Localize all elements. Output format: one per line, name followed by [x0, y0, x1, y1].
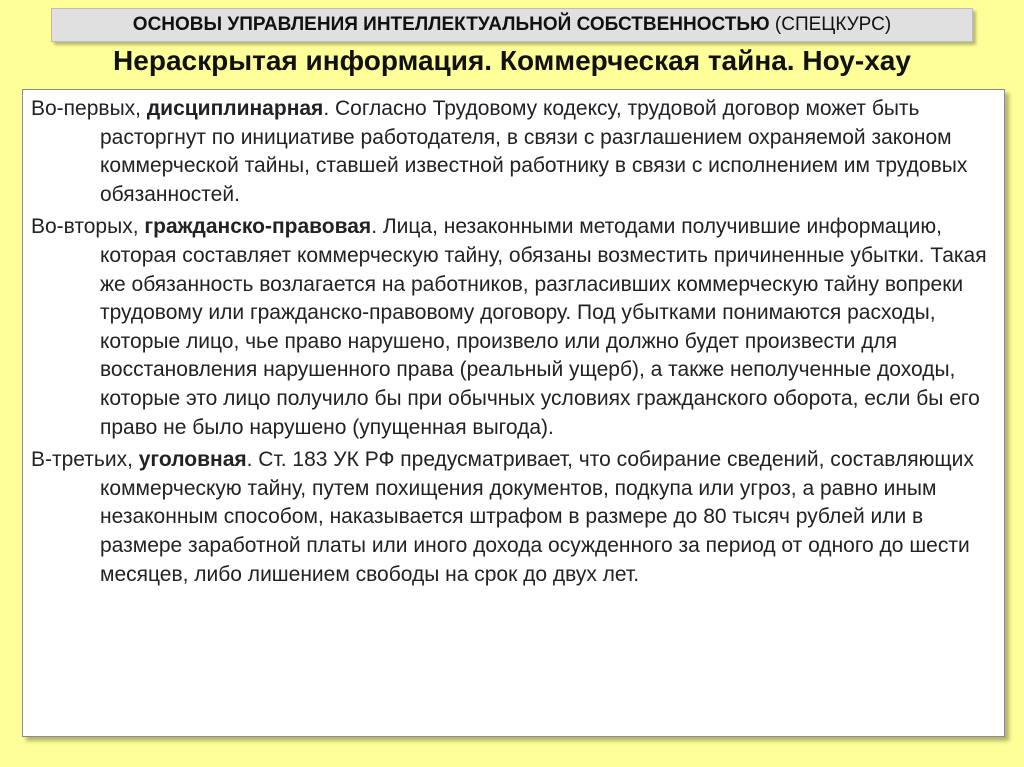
paragraph-disciplinary — [31, 95, 990, 209]
paragraph-keyword: уголовная — [138, 448, 247, 472]
course-title: ОСНОВЫ УПРАВЛЕНИЯ ИНТЕЛЛЕКТУАЛЬНОЙ СОБСТВЕННОСТЬЮ — [132, 14, 770, 35]
course-header — [51, 8, 973, 42]
paragraph-civil — [31, 213, 990, 442]
paragraph-keyword: дисциплинарная — [146, 97, 324, 120]
paragraph-criminal — [31, 446, 990, 589]
paragraph-text: . Согласно Трудовому кодексу, трудовой договор может быть расторгнут по инициативе работодателя, в связи с разглашением охраняемой законом коммерческой тайны, ставшей известной работнику в связи с исполнением им трудовых обязанностей. — [100, 97, 968, 206]
paragraph-text: . Ст. 183 УК РФ предусматривает, что собирание сведений, составляющих коммерческую тайну, путем похищения документов, подкупа или угроз, а равно иным незаконным способом, наказывается штрафом в размере до 80 тысяч рублей или в размере заработной платы или иного дохода осужденного за период от одного до шести месяцев, либо лишением свободы на срок до двух лет. — [100, 448, 974, 586]
course-subtitle: (СПЕЦКУРС) — [774, 14, 892, 35]
paragraph-lead: Во-первых, — [31, 97, 147, 120]
paragraph-lead: В-третьих, — [31, 448, 139, 472]
paragraph-text: . Лица, незаконными методами получившие информацию, которая составляет коммерческую тайну, обязаны возместить причиненные убытки. Такая же обязанность возлагается на работников, разгласивших коммерческую тайну вопреки трудовому или гражданско-правовому договору. Под убытками понимаются расходы, которые лицо, чье право нарушено, произвело или должно будет произвести для восстановления нарушенного права (реальный ущерб), а также неполученные доходы, которые это лицо получило бы при обычных условиях гражданского оборота, если бы его право не было нарушено (упущенная выгода). — [100, 215, 987, 439]
content-box — [22, 89, 1005, 737]
paragraph-lead: Во-вторых, — [31, 215, 145, 239]
paragraph-keyword: гражданско-правовая — [144, 215, 372, 239]
slide-title: Нераскрытая информация. Коммерческая тайна. Ноу-хау — [113, 45, 911, 76]
